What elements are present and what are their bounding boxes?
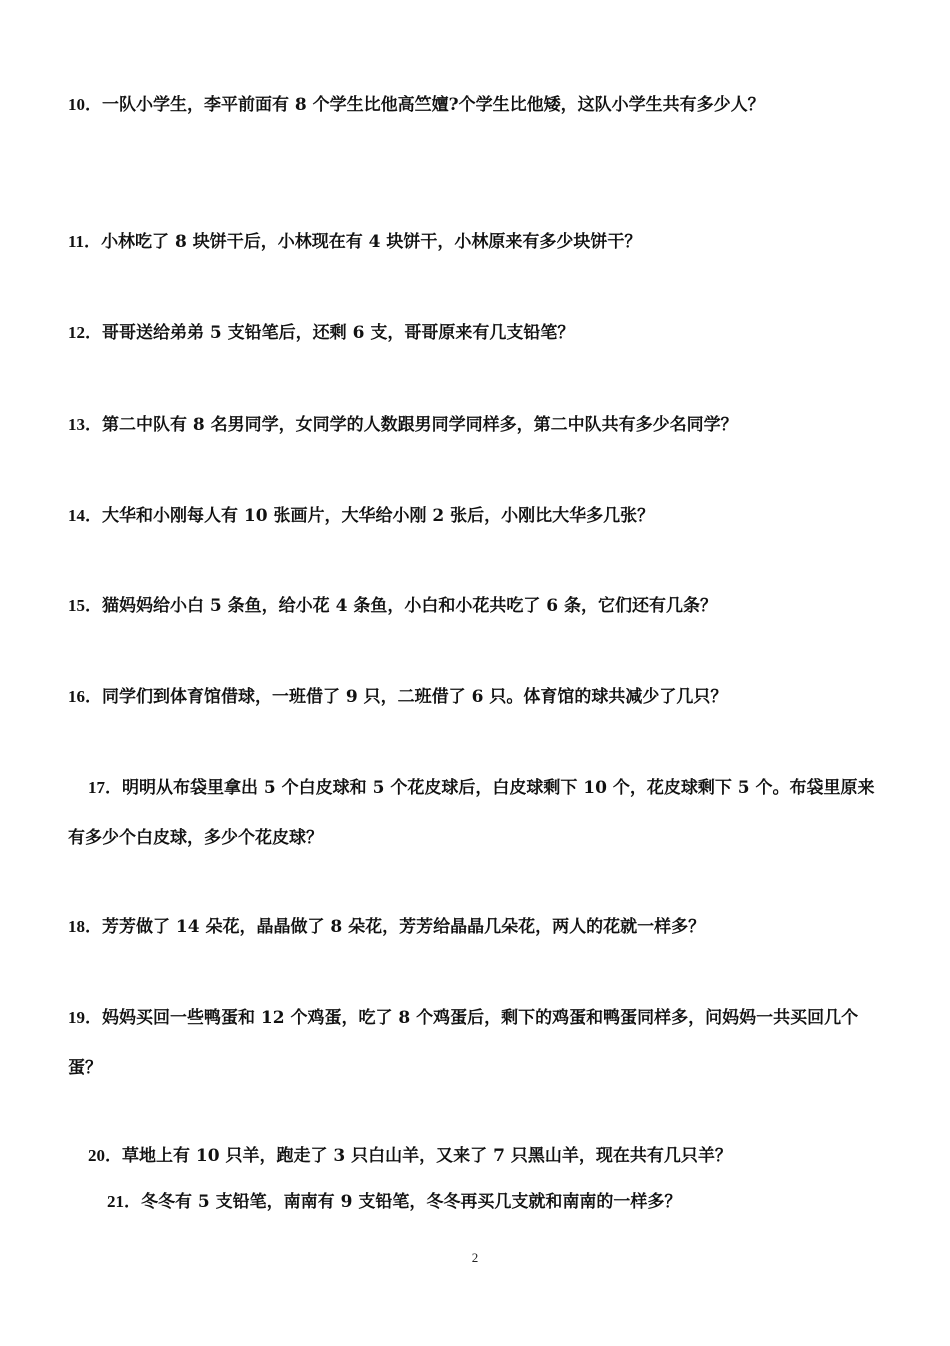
question-number: 17． [88,778,122,797]
question-number: 10． [68,95,102,114]
question-16 [68,672,727,722]
question-text: 妈妈买回一些鸭蛋和 12 个鸡蛋，吃了 8 个鸡蛋后，剩下的鸡蛋和鸭蛋同样多，问妈妈一共买回几个蛋？ [68,1008,859,1078]
question-text: 芳芳做了 14 朵花，晶晶做了 8 朵花，芳芳给晶晶几朵花，两人的花就一样多？ [102,917,706,937]
question-15 [68,581,717,631]
question-number: 14． [68,506,102,525]
question-text: 一队小学生，李平前面有 8 个学生比他高竺嬗?个学生比他矮，这队小学生共有多少人？ [102,95,765,115]
question-number: 18． [68,917,102,936]
question-12 [68,308,574,358]
question-text: 明明从布袋里拿出 5 个白皮球和 5 个花皮球后，白皮球剩下 10 个，花皮球剩下 5 个。布袋里原来有多少个白皮球，多少个花皮球？ [68,778,875,848]
question-number: 20． [88,1146,122,1165]
question-19 [68,993,884,1093]
question-number: 12． [68,323,102,342]
question-number: 15． [68,596,102,615]
question-20 [88,1131,732,1181]
question-text: 猫妈妈给小白 5 条鱼，给小花 4 条鱼，小白和小花共吃了 6 条，它们还有几条？ [102,596,717,616]
question-text: 哥哥送给弟弟 5 支铅笔后，还剩 6 支，哥哥原来有几支铅笔？ [102,323,575,343]
question-text: 冬冬有 5 支铅笔，南南有 9 支铅笔，冬冬再买几支就和南南的一样多？ [141,1192,682,1212]
question-14 [68,491,654,541]
page-number: 2 [471,1250,479,1265]
question-18 [68,902,705,952]
question-17 [68,763,884,863]
question-text: 草地上有 10 只羊，跑走了 3 只白山羊，又来了 7 只黑山羊，现在共有几只羊？ [122,1146,732,1166]
question-10 [68,80,765,130]
question-text: 小林吃了 8 块饼干后，小林现在有 4 块饼干，小林原来有多少块饼干？ [101,232,642,252]
question-number: 16． [68,687,102,706]
question-number: 13． [68,415,102,434]
question-number: 19． [68,1008,102,1027]
question-13 [68,400,738,450]
question-text: 大华和小刚每人有 10 张画片，大华给小刚 2 张后，小刚比大华多几张？ [102,506,655,526]
question-21 [107,1177,681,1227]
question-text: 同学们到体育馆借球，一班借了 9 只，二班借了 6 只。体育馆的球共减少了几只？ [102,687,728,707]
question-number: 11． [68,232,102,251]
question-11 [68,217,641,267]
question-number: 21． [107,1192,141,1211]
question-text: 第二中队有 8 名男同学，女同学的人数跟男同学同样多，第二中队共有多少名同学？ [102,415,738,435]
